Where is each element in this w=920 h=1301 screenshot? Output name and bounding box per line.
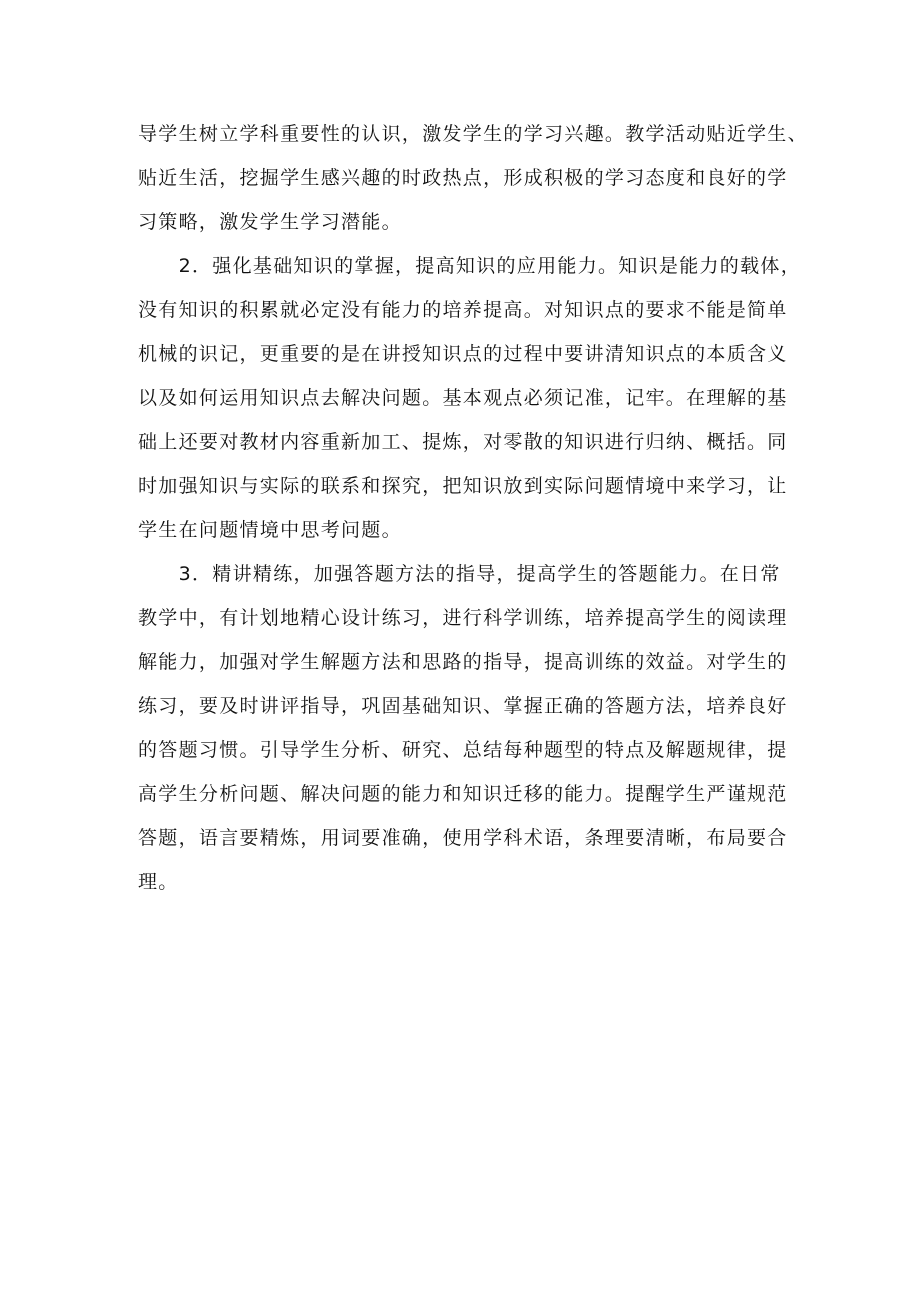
paragraph-line: 2．强化基础知识的掌握，提高知识的应用能力。知识是能力的载体， xyxy=(138,255,801,277)
paragraph-line: 以及如何运用知识点去解决问题。基本观点必须记准，记牢。在理解的基 xyxy=(138,387,788,409)
paragraph-line: 高学生分析问题、解决问题的能力和知识迁移的能力。提醒学生严谨规范 xyxy=(138,783,788,805)
paragraph-3 xyxy=(138,552,798,904)
paragraph-line: 础上还要对教材内容重新加工、提炼，对零散的知识进行归纳、概括。同 xyxy=(138,431,788,453)
paragraph-line: 机械的识记，更重要的是在讲授知识点的过程中要讲清知识点的本质含义 xyxy=(138,343,788,365)
paragraph-1 xyxy=(138,112,808,244)
paragraph-line: 教学中，有计划地精心设计练习，进行科学训练，培养提高学生的阅读理 xyxy=(138,607,788,629)
paragraph-line: 3．精讲精练，加强答题方法的指导，提高学生的答题能力。在日常 xyxy=(138,563,781,585)
paragraph-line: 理。 xyxy=(138,871,179,893)
paragraph-line: 时加强知识与实际的联系和探究，把知识放到实际问题情境中来学习，让 xyxy=(138,475,788,497)
paragraph-line: 贴近生活，挖掘学生感兴趣的时政热点，形成积极的学习态度和良好的学 xyxy=(138,167,788,189)
paragraph-line: 习策略，激发学生学习潜能。 xyxy=(138,211,402,233)
document-body xyxy=(138,112,808,904)
paragraph-line: 答题，语言要精炼，用词要准确，使用学科术语，条理要清晰，布局要合 xyxy=(138,827,788,849)
paragraph-line: 解能力，加强对学生解题方法和思路的指导，提高训练的效益。对学生的 xyxy=(138,651,788,673)
paragraph-line: 没有知识的积累就必定没有能力的培养提高。对知识点的要求不能是简单 xyxy=(138,299,788,321)
paragraph-line: 练习，要及时讲评指导，巩固基础知识、掌握正确的答题方法，培养良好 xyxy=(138,695,788,717)
paragraph-line: 学生在问题情境中思考问题。 xyxy=(138,519,402,541)
paragraph-line: 的答题习惯。引导学生分析、研究、总结每种题型的特点及解题规律，提 xyxy=(138,739,788,761)
paragraph-line: 导学生树立学科重要性的认识，激发学生的学习兴趣。教学活动贴近学生、 xyxy=(138,123,808,145)
paragraph-2 xyxy=(138,244,801,552)
